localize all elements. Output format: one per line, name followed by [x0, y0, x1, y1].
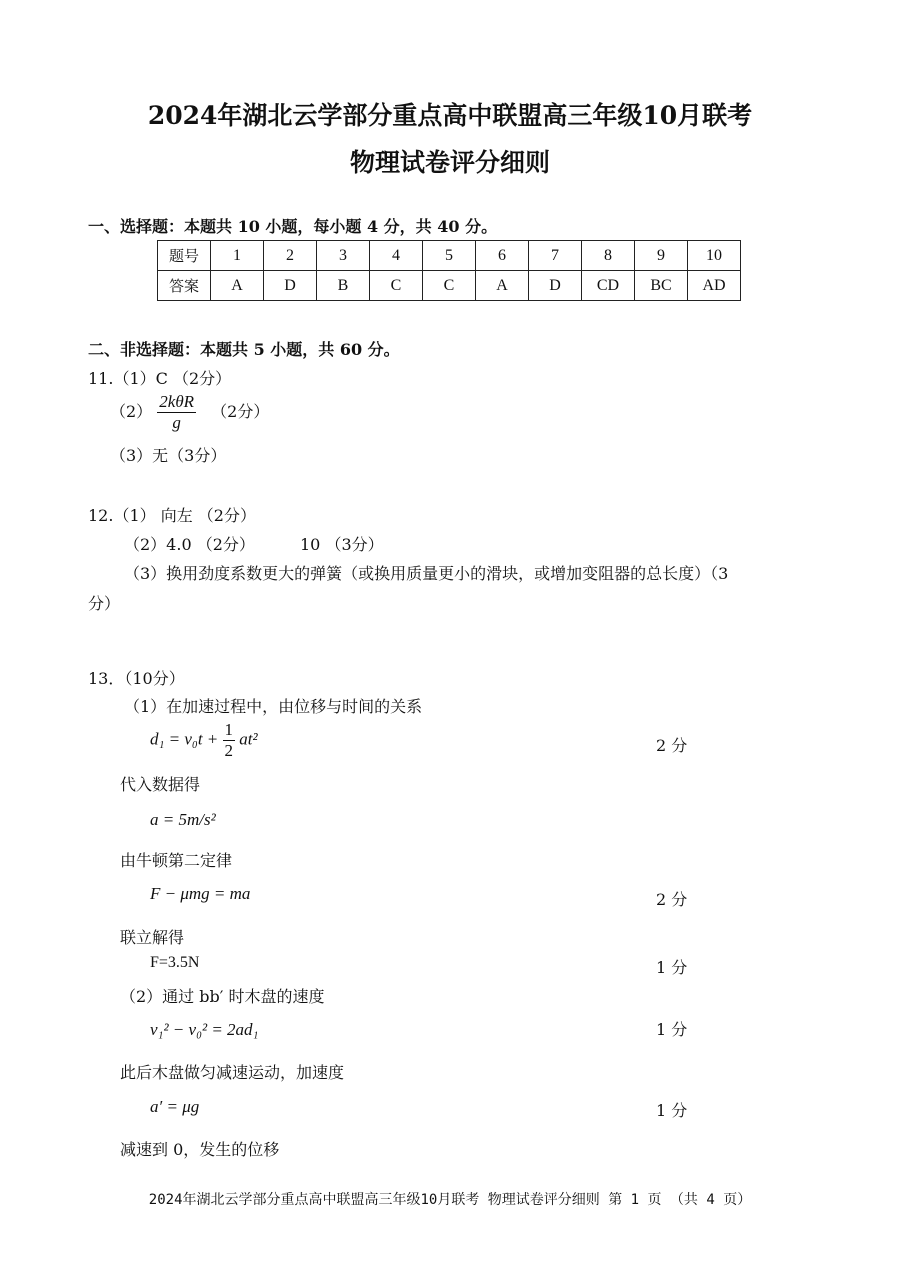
q11-fraction-numerator: 2kθR [159, 392, 195, 411]
eq5-score: 1 分 [656, 1020, 688, 1039]
question-number: 8 [582, 241, 635, 271]
table-row-answers [158, 271, 741, 301]
q12-part1: 12.（1） 向左 （2分） [88, 506, 256, 525]
q11-part2-score: （2分） [211, 402, 270, 421]
answer-cell: BC [635, 271, 688, 301]
question-number: 10 [688, 241, 741, 271]
section1-heading: 一、选择题：本题共 10 小题，每小题 4 分，共 40 分。 [88, 217, 498, 236]
answer-cell: AD [688, 271, 741, 301]
eq3-score: 2 分 [656, 890, 688, 909]
q12-part3: （3）换用劲度系数更大的弹簧（或换用质量更小的滑块，或增加变阻器的总长度）（3 [124, 564, 729, 583]
answer-cell: B [317, 271, 370, 301]
answer-cell: C [423, 271, 476, 301]
q13-equation4: F=3.5N [150, 954, 200, 971]
answer-cell: A [476, 271, 529, 301]
page-footer: 2024年湖北云学部分重点高中联盟高三年级10月联考 物理试卷评分细则 第 1 页 （共 4 页） [148, 1192, 752, 1208]
q13-equation5: v₁² − v₀² = 2ad₁ [150, 1020, 259, 1039]
q11-fraction-denominator: g [172, 413, 181, 432]
q13-line6: 此后木盘做匀减速运动，加速度 [120, 1063, 345, 1082]
answer-cell: D [529, 271, 582, 301]
q13-line5: （2）通过 bb′ 时木盘的速度 [120, 987, 325, 1006]
question-number: 4 [370, 241, 423, 271]
q11-part2 [110, 392, 269, 433]
answer-cell: A [211, 271, 264, 301]
q11-part1: 11.（1）C （2分） [88, 369, 232, 388]
question-number: 3 [317, 241, 370, 271]
eq1-right: at² [239, 729, 258, 749]
q11-part3: （3）无（3分） [110, 446, 227, 465]
section2-heading: 二、非选择题：本题共 5 小题，共 60 分。 [88, 340, 400, 359]
q13-equation1 [150, 720, 258, 761]
question-number: 7 [529, 241, 582, 271]
q13-equation6: a′ = μg [150, 1097, 200, 1116]
q13-line1: （1）在加速过程中，由位移与时间的关系 [124, 697, 423, 716]
question-number: 9 [635, 241, 688, 271]
q13-line4: 联立解得 [120, 928, 185, 947]
page-title: 2024年湖北云学部分重点高中联盟高三年级10月联考 [147, 101, 753, 130]
eq1-fraction-numerator: 1 [224, 720, 234, 739]
eq1-fraction [223, 720, 236, 761]
q13-equation3: F − μmg = ma [150, 884, 251, 903]
q12-part2b: 10 （3分） [300, 535, 384, 554]
question-number: 6 [476, 241, 529, 271]
q11-fraction [157, 392, 196, 433]
q13-line7: 减速到 0，发生的位移 [120, 1140, 280, 1159]
q12-part2a: （2）4.0 （2分） [124, 535, 255, 554]
q13-equation2: a = 5m/s² [150, 810, 216, 829]
question-number: 1 [211, 241, 264, 271]
q11-part2-prefix: （2） [110, 402, 153, 421]
eq1-fraction-denominator: 2 [224, 741, 234, 760]
table-row-questions [158, 241, 741, 271]
eq4-score: 1 分 [656, 958, 688, 977]
eq1-score: 2 分 [656, 736, 688, 755]
answer-cell: CD [582, 271, 635, 301]
question-number: 5 [423, 241, 476, 271]
table-label-answer: 答案 [158, 271, 211, 301]
q12-part3-cont: 分） [88, 594, 121, 613]
question-number: 2 [264, 241, 317, 271]
q13-line3: 由牛顿第二定律 [120, 851, 233, 870]
eq1-left: d₁ = v₀t + [150, 729, 219, 749]
answer-table [157, 240, 741, 301]
eq6-score: 1 分 [656, 1101, 688, 1120]
q13-line2: 代入数据得 [120, 775, 201, 794]
answer-cell: D [264, 271, 317, 301]
page-subtitle: 物理试卷评分细则 [349, 148, 550, 177]
table-label-question: 题号 [158, 241, 211, 271]
q13-header: 13．（10分） [88, 669, 185, 688]
answer-cell: C [370, 271, 423, 301]
